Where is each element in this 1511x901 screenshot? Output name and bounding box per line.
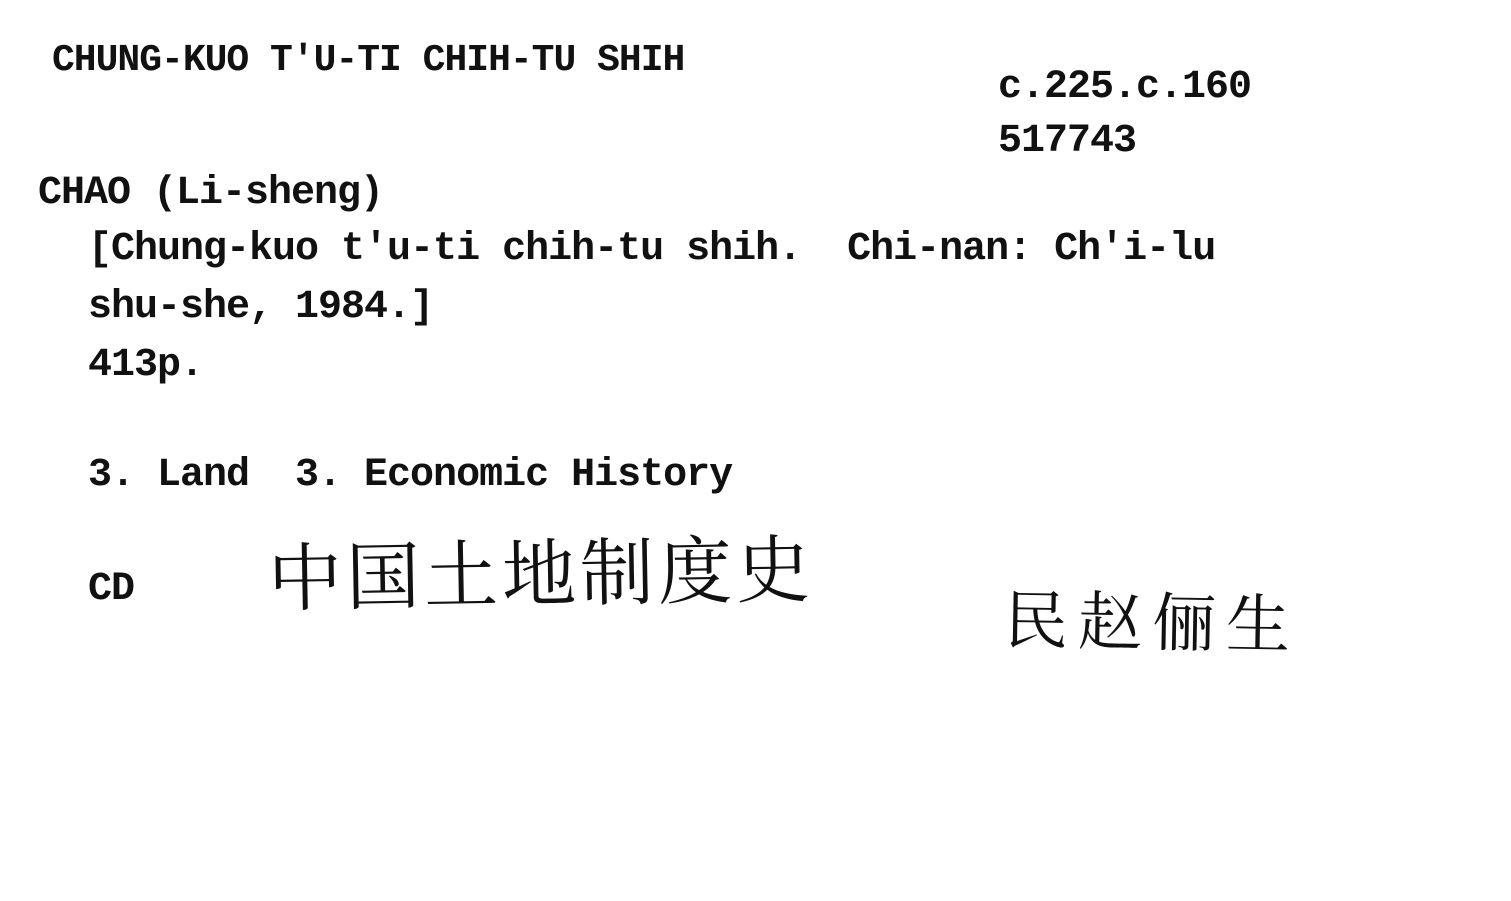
card-heading: CHUNG-KUO T'U-TI CHIH-TU SHIH: [52, 39, 685, 82]
handwritten-chinese-title: 中国土地制度史: [267, 527, 815, 623]
subject-headings: 3. Land 3. Economic History: [88, 453, 733, 498]
extent: 413p.: [88, 343, 204, 388]
language-code: CD: [88, 567, 135, 612]
imprint-line-1: [Chung-kuo t'u-ti chih-tu shih. Chi-nan: Ch'i-lu: [88, 227, 1216, 272]
handwritten-chinese-author: 民赵俪生: [1003, 584, 1301, 664]
imprint-line-2: shu-she, 1984.]: [88, 285, 434, 330]
accession-number: 517743: [998, 119, 1137, 164]
shelfmark: c.225.c.160: [998, 65, 1252, 110]
author-entry: CHAO (Li-sheng): [38, 171, 384, 216]
